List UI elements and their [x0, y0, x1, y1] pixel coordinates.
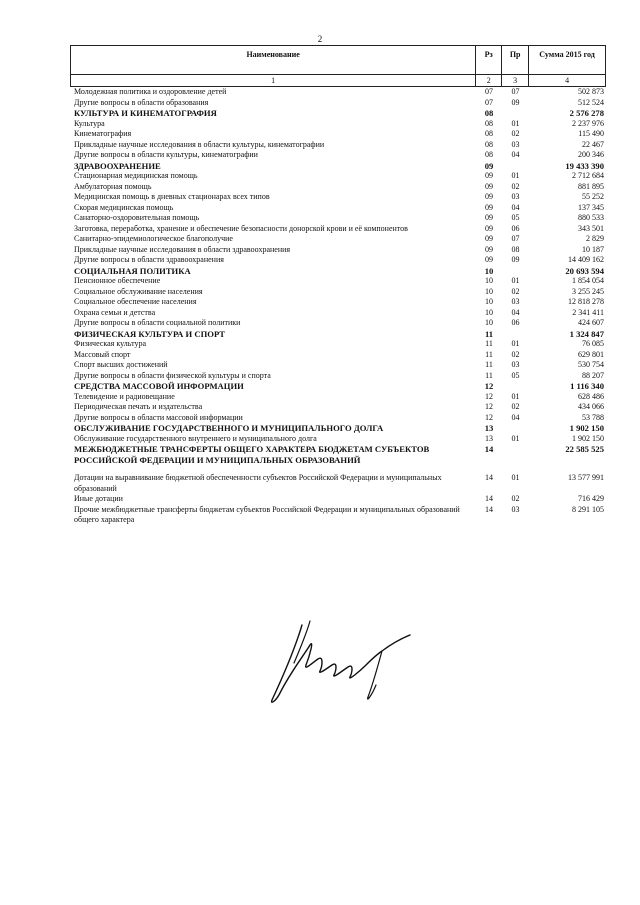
row-sum: 628 486 [578, 391, 604, 401]
row-sum: 88 207 [582, 370, 604, 380]
row-rz: 12 [485, 391, 493, 401]
row-name: Санаторно-оздоровительная помощь [74, 213, 200, 222]
row-sum: 530 754 [578, 360, 604, 369]
row-rz: 10 [485, 307, 493, 317]
row-rz: 09 [485, 223, 493, 233]
row-sum: 434 066 [578, 402, 604, 411]
row-pr [502, 381, 529, 392]
row-rz: 08 [485, 150, 493, 159]
row-pr: 01 [511, 118, 520, 128]
row-sum: 881 895 [578, 181, 604, 191]
row-sum: 55 252 [582, 192, 604, 201]
row-rz: 09 [485, 213, 493, 222]
row-sum: 22 467 [582, 139, 604, 149]
row-pr: 08 [511, 244, 520, 254]
table-body [70, 87, 606, 526]
row-pr: 04 [511, 412, 520, 422]
row-rz: 13 [485, 433, 493, 443]
row-sum: 115 490 [578, 129, 604, 138]
table-row [70, 297, 606, 308]
row-pr: 03 [511, 297, 520, 306]
row-sum: 512 524 [578, 97, 604, 107]
row-sum: 137 345 [578, 202, 604, 212]
row-name: ОБСЛУЖИВАНИЕ ГОСУДАРСТВЕННОГО И МУНИЦИПАЛЬНОГО ДОЛГА [74, 423, 384, 433]
row-rz: 10 [485, 318, 493, 327]
table-row [70, 192, 606, 203]
row-rz: 11 [485, 360, 493, 369]
row-sum: 716 429 [578, 494, 604, 503]
table-row [70, 98, 606, 109]
row-name: Дотации на выравнивание бюджетной обеспеченности субъектов Российской Федерации и муниципальных образований [74, 473, 442, 493]
row-sum: 880 533 [578, 213, 604, 222]
row-rz: 09 [485, 181, 493, 191]
row-rz: 14 [485, 473, 493, 482]
row-rz: 08 [484, 108, 494, 118]
row-sum: 1 854 054 [572, 276, 604, 285]
row-name: ФИЗИЧЕСКАЯ КУЛЬТУРА И СПОРТ [74, 328, 226, 339]
row-sum: 1 116 340 [570, 381, 604, 391]
header-sum: Сумма 2015 год [529, 46, 606, 74]
row-rz: 14 [485, 494, 493, 503]
table-row [70, 224, 606, 235]
row-pr: 02 [511, 349, 520, 359]
table-row [70, 276, 606, 287]
row-pr [502, 266, 529, 277]
table-row [70, 413, 606, 424]
row-name: Другие вопросы в области культуры, кинематографии [74, 150, 258, 159]
row-pr: 09 [511, 255, 520, 264]
row-pr: 01 [511, 473, 520, 482]
row-name: Санитарно-эпидемиологическое благополучие [74, 234, 233, 243]
section-row [70, 108, 606, 119]
row-sum: 502 873 [578, 87, 604, 96]
table-row [70, 119, 606, 130]
row-pr: 05 [511, 370, 520, 380]
table-row [70, 287, 606, 298]
colnum-name: 1 [71, 75, 476, 86]
row-pr: 09 [511, 97, 520, 107]
row-rz: 10 [485, 276, 493, 285]
row-pr: 05 [511, 213, 520, 222]
row-pr: 02 [511, 494, 520, 503]
row-name: Охрана семьи и детства [74, 307, 156, 317]
section-row [70, 266, 606, 277]
table-row [70, 234, 606, 245]
section-row [70, 444, 606, 465]
row-sum: 424 607 [578, 318, 604, 327]
row-name: Другие вопросы в области физической культуры и спорта [74, 370, 271, 380]
table-row [70, 203, 606, 214]
row-name: Периодическая печать и издательства [74, 402, 203, 411]
row-rz: 09 [485, 244, 493, 254]
row-sum: 1 902 150 [569, 423, 604, 433]
row-rz: 11 [485, 349, 493, 359]
header-rz: Рз [476, 46, 502, 74]
row-rz: 10 [484, 265, 494, 276]
colnum-rz: 2 [476, 75, 502, 86]
row-sum: 19 433 390 [565, 160, 604, 171]
row-name: МЕЖБЮДЖЕТНЫЕ ТРАНСФЕРТЫ ОБЩЕГО ХАРАКТЕРА БЮДЖЕТАМ СУБЪЕКТОВ РОССИЙСКОЙ ФЕДЕРАЦИИ И МУНИЦИПАЛЬНЫХ ОБРАЗОВАНИЙ [74, 444, 430, 465]
row-pr: 02 [511, 402, 520, 411]
row-name: Физическая культура [74, 339, 147, 348]
row-name: Прикладные научные исследования в области культуры, кинематографии [74, 139, 325, 149]
table-row [70, 308, 606, 319]
row-name: Скорая медицинская помощь [74, 202, 174, 212]
row-pr: 02 [511, 129, 520, 138]
row-pr: 01 [511, 276, 520, 285]
row-sum: 200 346 [578, 150, 604, 159]
section-row [70, 423, 606, 434]
row-name: СОЦИАЛЬНАЯ ПОЛИТИКА [74, 265, 191, 276]
row-pr [502, 444, 529, 465]
row-sum: 22 585 525 [565, 444, 604, 454]
section-row [70, 381, 606, 392]
row-name: Заготовка, переработка, хранение и обеспечение безопасности донорской крови и её компонентов [74, 223, 408, 233]
row-pr [502, 161, 529, 172]
table-row [70, 392, 606, 403]
row-name: Прикладные научные исследования в области здравоохранения [74, 244, 291, 254]
row-name: Обслуживание государственного внутреннего и муниципального долга [74, 433, 317, 443]
row-pr: 07 [511, 87, 520, 96]
table-row [70, 255, 606, 266]
row-rz: 08 [485, 139, 493, 149]
row-name: Социальное обслуживание населения [74, 286, 203, 296]
table-row [70, 150, 606, 161]
row-pr: 06 [511, 318, 520, 327]
row-sum: 20 693 594 [565, 265, 604, 276]
row-rz: 13 [484, 423, 494, 433]
row-sum: 14 409 162 [568, 255, 604, 264]
row-name: ЗДРАВООХРАНЕНИЕ [74, 160, 161, 171]
row-sum: 8 291 105 [572, 504, 604, 514]
row-sum: 76 085 [582, 339, 604, 348]
row-rz: 10 [485, 286, 493, 296]
row-rz: 08 [485, 118, 493, 128]
row-rz: 09 [485, 202, 493, 212]
row-name: Стационарная медицинская помощь [74, 171, 198, 180]
row-name: Телевидение и радиовещание [74, 391, 175, 401]
row-rz: 12 [485, 412, 493, 422]
row-name: СРЕДСТВА МАССОВОЙ ИНФОРМАЦИИ [74, 381, 244, 391]
table-row [70, 360, 606, 371]
table-row [70, 171, 606, 182]
table-row [70, 213, 606, 224]
row-pr: 03 [511, 139, 520, 149]
table-row [70, 245, 606, 256]
row-pr [502, 423, 529, 434]
header-name: Наименование [71, 46, 476, 74]
row-pr [502, 329, 529, 340]
row-pr: 01 [511, 339, 520, 348]
table-row [70, 402, 606, 413]
row-pr [502, 108, 529, 119]
row-rz: 07 [485, 97, 493, 107]
row-sum: 12 818 278 [568, 297, 604, 306]
row-rz: 09 [485, 255, 493, 264]
row-sum: 1 902 150 [572, 433, 604, 443]
row-pr: 02 [511, 286, 520, 296]
row-pr: 04 [511, 150, 520, 159]
row-name: Пенсионное обеспечение [74, 276, 161, 285]
row-sum: 2 829 [586, 234, 604, 243]
row-rz: 14 [485, 504, 493, 514]
table-row [70, 505, 606, 526]
row-pr: 03 [511, 504, 520, 514]
section-row [70, 329, 606, 340]
row-rz: 11 [484, 328, 494, 339]
row-sum: 2 576 278 [569, 108, 604, 118]
row-sum: 343 501 [578, 223, 604, 233]
row-rz: 14 [484, 444, 494, 454]
row-name: Спорт высших достижений [74, 360, 168, 369]
row-name: Социальное обеспечение населения [74, 297, 197, 306]
table-row [70, 87, 606, 98]
row-name: Другие вопросы в области социальной политики [74, 318, 241, 327]
row-name: Другие вопросы в области здравоохранения [74, 255, 224, 264]
table-row [70, 318, 606, 329]
row-rz: 12 [484, 381, 494, 391]
row-pr: 01 [511, 391, 520, 401]
row-rz: 10 [485, 297, 493, 306]
row-pr: 04 [511, 307, 520, 317]
row-pr: 02 [511, 181, 520, 191]
row-rz: 09 [484, 160, 494, 171]
row-name: Другие вопросы в области массовой информации [74, 412, 243, 422]
table-row [70, 182, 606, 193]
row-rz: 07 [485, 87, 493, 96]
budget-table [70, 45, 606, 526]
table-row [70, 434, 606, 445]
row-rz: 08 [485, 129, 493, 138]
table-row [70, 371, 606, 382]
row-sum: 13 577 991 [568, 473, 604, 482]
row-pr: 03 [511, 360, 520, 369]
colnum-pr: 3 [502, 75, 529, 86]
row-rz: 11 [485, 370, 493, 380]
row-rz: 09 [485, 234, 493, 243]
row-name: Иные дотации [74, 494, 123, 503]
table-row [70, 350, 606, 361]
row-rz: 11 [485, 339, 493, 348]
table-row [70, 129, 606, 140]
row-pr: 01 [511, 171, 520, 180]
row-sum: 629 801 [578, 349, 604, 359]
row-pr: 04 [511, 202, 520, 212]
row-name: Медицинская помощь в дневных стационарах всех типов [74, 192, 270, 201]
row-sum: 10 187 [582, 244, 604, 254]
signature-image [250, 615, 430, 710]
table-row [70, 473, 606, 494]
row-name: Амбулаторная помощь [74, 181, 152, 191]
section-row [70, 161, 606, 172]
page-number: 2 [317, 34, 323, 44]
row-sum: 53 788 [582, 412, 604, 422]
table-row [70, 140, 606, 151]
table-row [70, 494, 606, 505]
row-pr: 01 [511, 433, 520, 443]
row-pr: 07 [511, 234, 520, 243]
row-sum: 3 255 245 [572, 286, 604, 296]
colnum-sum: 4 [529, 75, 606, 86]
column-numbers [70, 75, 606, 87]
row-name: Культура [74, 118, 105, 128]
row-sum: 1 324 847 [569, 328, 604, 339]
row-name: Кинематография [74, 129, 132, 138]
row-name: КУЛЬТУРА И КИНЕМАТОГРАФИЯ [74, 108, 217, 118]
table-header [70, 45, 606, 75]
row-rz: 09 [485, 171, 493, 180]
row-rz: 09 [485, 192, 493, 201]
table-row [70, 339, 606, 350]
header-pr: Пр [502, 46, 529, 74]
row-pr: 03 [511, 192, 520, 201]
row-name: Молодежная политика и оздоровление детей [74, 87, 227, 96]
row-name: Массовый спорт [74, 349, 131, 359]
row-rz: 12 [485, 402, 493, 411]
row-sum: 2 237 976 [572, 118, 604, 128]
row-sum: 2 341 411 [572, 307, 604, 317]
row-name: Прочие межбюджетные трансферты бюджетам субъектов Российской Федерации и муниципальных образований общего характера [74, 504, 460, 524]
row-pr: 06 [511, 223, 520, 233]
row-sum: 2 712 684 [572, 171, 604, 180]
row-name: Другие вопросы в области образования [74, 97, 209, 107]
